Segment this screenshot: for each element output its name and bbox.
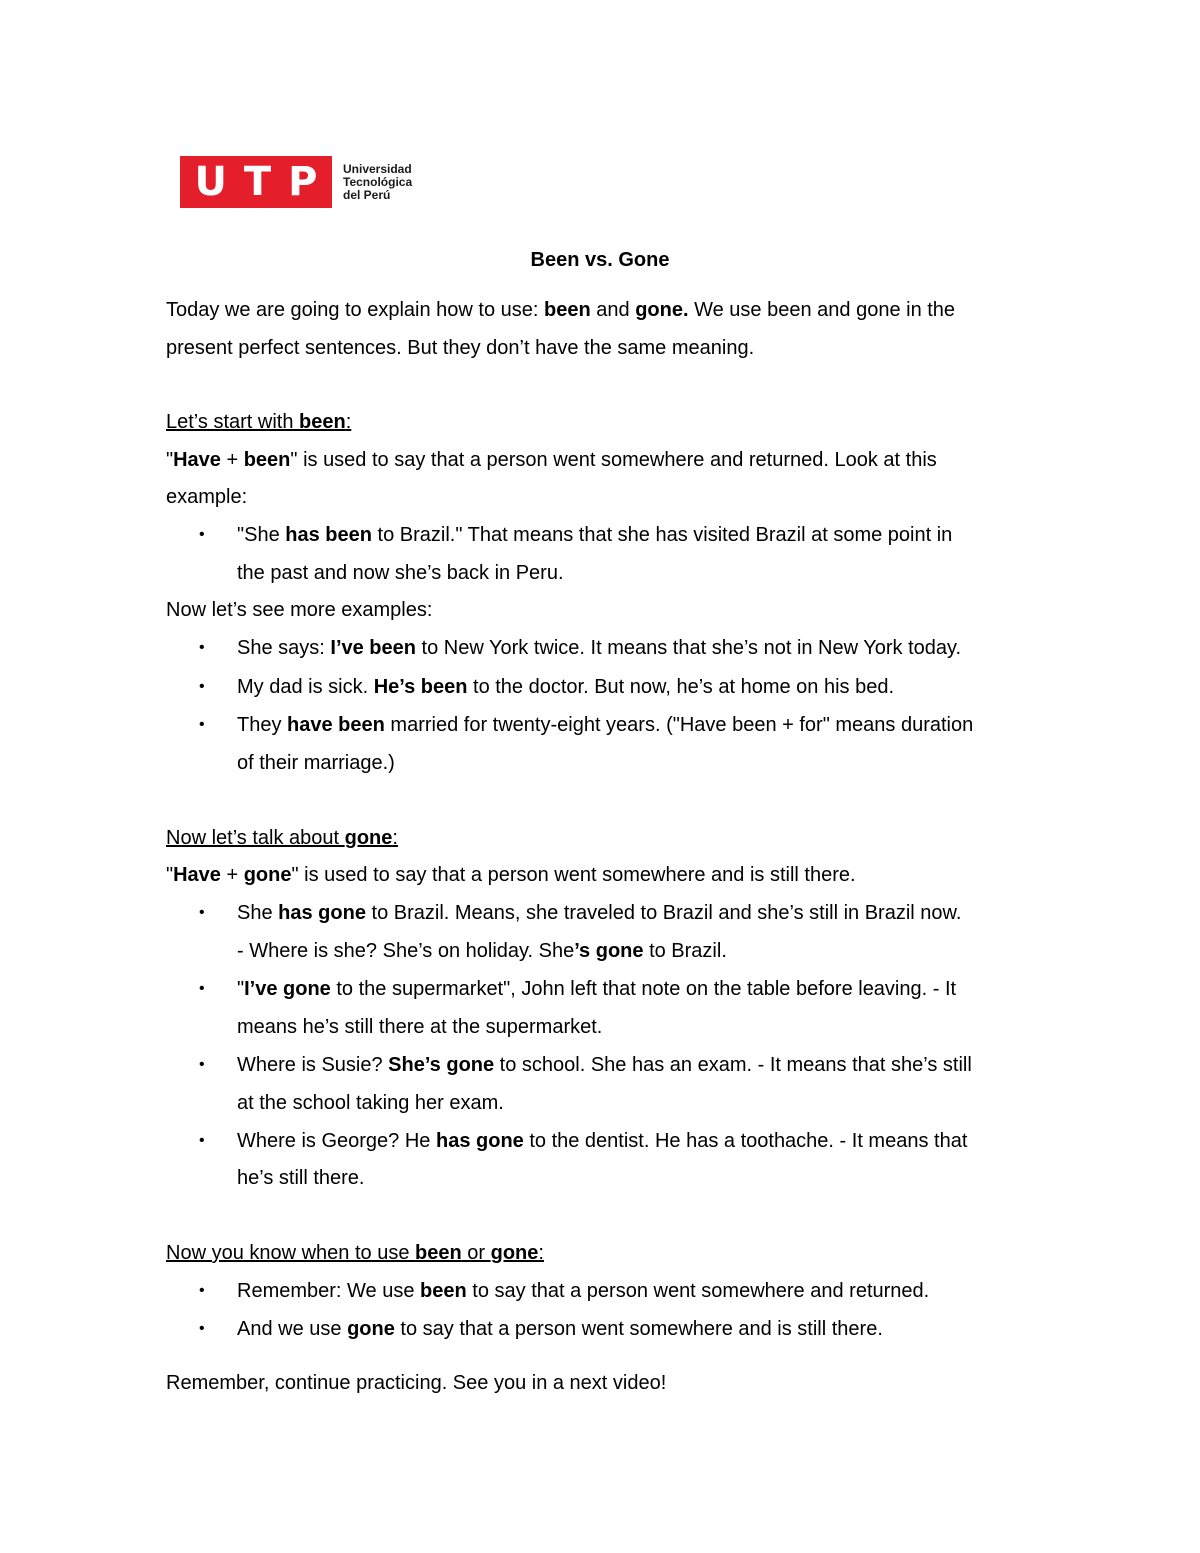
- list-item-continuation: at the school taking her exam.: [237, 1092, 504, 1114]
- bullet-icon: •: [199, 678, 205, 695]
- text: " is used to say that a person went somewhere and is still there.: [291, 864, 856, 886]
- bold-text: gone: [490, 1242, 539, 1264]
- text: :: [345, 411, 352, 433]
- text: to Brazil. Means, she traveled to Brazil and she’s still in Brazil now.: [365, 902, 962, 924]
- bold-text: She’s gone: [388, 1054, 495, 1076]
- bold-text: been: [299, 411, 346, 433]
- bullet-icon: •: [199, 639, 205, 656]
- text: :: [538, 1242, 544, 1264]
- text: :: [392, 827, 398, 849]
- logo-name-line: del Perú: [343, 187, 391, 202]
- bullet-icon: •: [199, 1282, 205, 1299]
- text: Where is Susie?: [237, 1054, 389, 1076]
- more-examples-line: Now let’s see more examples:: [166, 599, 433, 621]
- list-item: [237, 901, 961, 925]
- logo-university-name: [343, 163, 412, 202]
- text: They: [237, 714, 288, 736]
- text: She says:: [237, 637, 331, 659]
- been-section-heading: [166, 410, 351, 434]
- text: Today we are going to explain how to use:: [166, 299, 545, 321]
- text: and: [590, 299, 636, 321]
- bold-text: have been: [287, 714, 385, 736]
- utp-logo: [180, 156, 412, 208]
- list-item: [237, 636, 961, 660]
- text: +: [220, 449, 244, 471]
- bold-text: I’ve gone: [244, 978, 331, 1000]
- bold-text: gone: [344, 827, 393, 849]
- list-item-continuation: of their marriage.): [237, 752, 395, 774]
- list-item: [237, 977, 956, 1001]
- bold-text: gone: [243, 864, 292, 886]
- bold-text: Have: [173, 864, 221, 886]
- list-item: [237, 523, 952, 547]
- bullet-icon: •: [199, 526, 205, 543]
- bullet-icon: •: [199, 904, 205, 921]
- bold-text: Have: [173, 449, 221, 471]
- logo-letter-p: P: [288, 159, 318, 205]
- text: We use been and gone in the: [688, 299, 956, 321]
- text: And we use: [237, 1318, 348, 1340]
- text: Where is George? He: [237, 1130, 436, 1152]
- bold-text: gone: [347, 1318, 395, 1340]
- text: to New York twice. It means that she’s not in New York today.: [416, 637, 962, 659]
- list-item: [237, 675, 894, 699]
- gone-section-heading: [166, 826, 398, 850]
- bullet-icon: •: [199, 1132, 205, 1149]
- been-definition-line-1: [166, 448, 937, 472]
- list-item: [237, 1317, 883, 1341]
- text: to Brazil.: [643, 940, 727, 962]
- intro-line-2: present perfect sentences. But they don’t have the same meaning.: [166, 337, 755, 359]
- summary-heading: [166, 1241, 544, 1265]
- list-item: [237, 713, 973, 737]
- text: Remember: We use: [237, 1280, 421, 1302]
- text: Let’s start with: [166, 411, 300, 433]
- bold-text: been: [420, 1280, 467, 1302]
- document-title: Been vs. Gone: [530, 249, 670, 271]
- list-item-continuation: means he’s still there at the supermarket.: [237, 1016, 603, 1038]
- text: married for twenty-eight years. ("Have been + for" means duration: [384, 714, 974, 736]
- text: to Brazil." That means that she has visited Brazil at some point in: [371, 524, 953, 546]
- text: to the doctor. But now, he’s at home on his bed.: [467, 676, 895, 698]
- utp-logo-mark: [180, 156, 332, 208]
- bold-text: has gone: [278, 902, 366, 924]
- intro-line-1: [166, 298, 955, 322]
- text: +: [220, 864, 244, 886]
- bold-text: has been: [285, 524, 372, 546]
- bullet-icon: •: [199, 1056, 205, 1073]
- text: ": [166, 449, 174, 471]
- bold-text: been: [544, 299, 591, 321]
- text: to say that a person went somewhere and returned.: [466, 1280, 930, 1302]
- list-item: [237, 1279, 929, 1303]
- text: to school. She has an exam. - It means that she’s still: [494, 1054, 972, 1076]
- list-item-continuation: he’s still there.: [237, 1167, 365, 1189]
- bold-text: He’s been: [373, 676, 468, 698]
- bullet-icon: •: [199, 980, 205, 997]
- logo-name-line: Universidad: [343, 161, 412, 176]
- bullet-icon: •: [199, 1320, 205, 1337]
- text: to the dentist. He has a toothache. - It means that: [523, 1130, 968, 1152]
- text: She: [237, 902, 279, 924]
- list-item: [237, 1053, 972, 1077]
- list-item-continuation: [237, 939, 727, 963]
- bold-text: been: [415, 1242, 462, 1264]
- text: Now let’s talk about: [166, 827, 345, 849]
- logo-name-line: Tecnológica: [343, 174, 413, 189]
- text: to the supermarket", John left that note on the table before leaving. - It: [330, 978, 957, 1000]
- text: - Where is she? She’s on holiday. She: [237, 940, 575, 962]
- list-item: [237, 1129, 967, 1153]
- gone-definition-line: [166, 863, 856, 887]
- text: ": [237, 978, 245, 1000]
- text: "She: [237, 524, 286, 546]
- list-item-continuation: the past and now she’s back in Peru.: [237, 562, 564, 584]
- closing-line: Remember, continue practicing. See you in a next video!: [166, 1372, 667, 1394]
- text: or: [461, 1242, 491, 1264]
- bold-text: I’ve been: [330, 637, 416, 659]
- bold-text: gone.: [635, 299, 689, 321]
- text: ": [166, 864, 174, 886]
- bold-text: has gone: [435, 1130, 524, 1152]
- text: " is used to say that a person went somewhere and returned. Look at this: [290, 449, 937, 471]
- text: My dad is sick.: [237, 676, 374, 698]
- logo-letter-t: T: [243, 159, 272, 205]
- text: Now you know when to use: [166, 1242, 416, 1264]
- bullet-icon: •: [199, 716, 205, 733]
- bold-text: ’s gone: [574, 940, 644, 962]
- text: to say that a person went somewhere and is still there.: [394, 1318, 883, 1340]
- bold-text: been: [243, 449, 291, 471]
- logo-letter-u: U: [194, 159, 227, 205]
- been-definition-line-2: example:: [166, 486, 248, 508]
